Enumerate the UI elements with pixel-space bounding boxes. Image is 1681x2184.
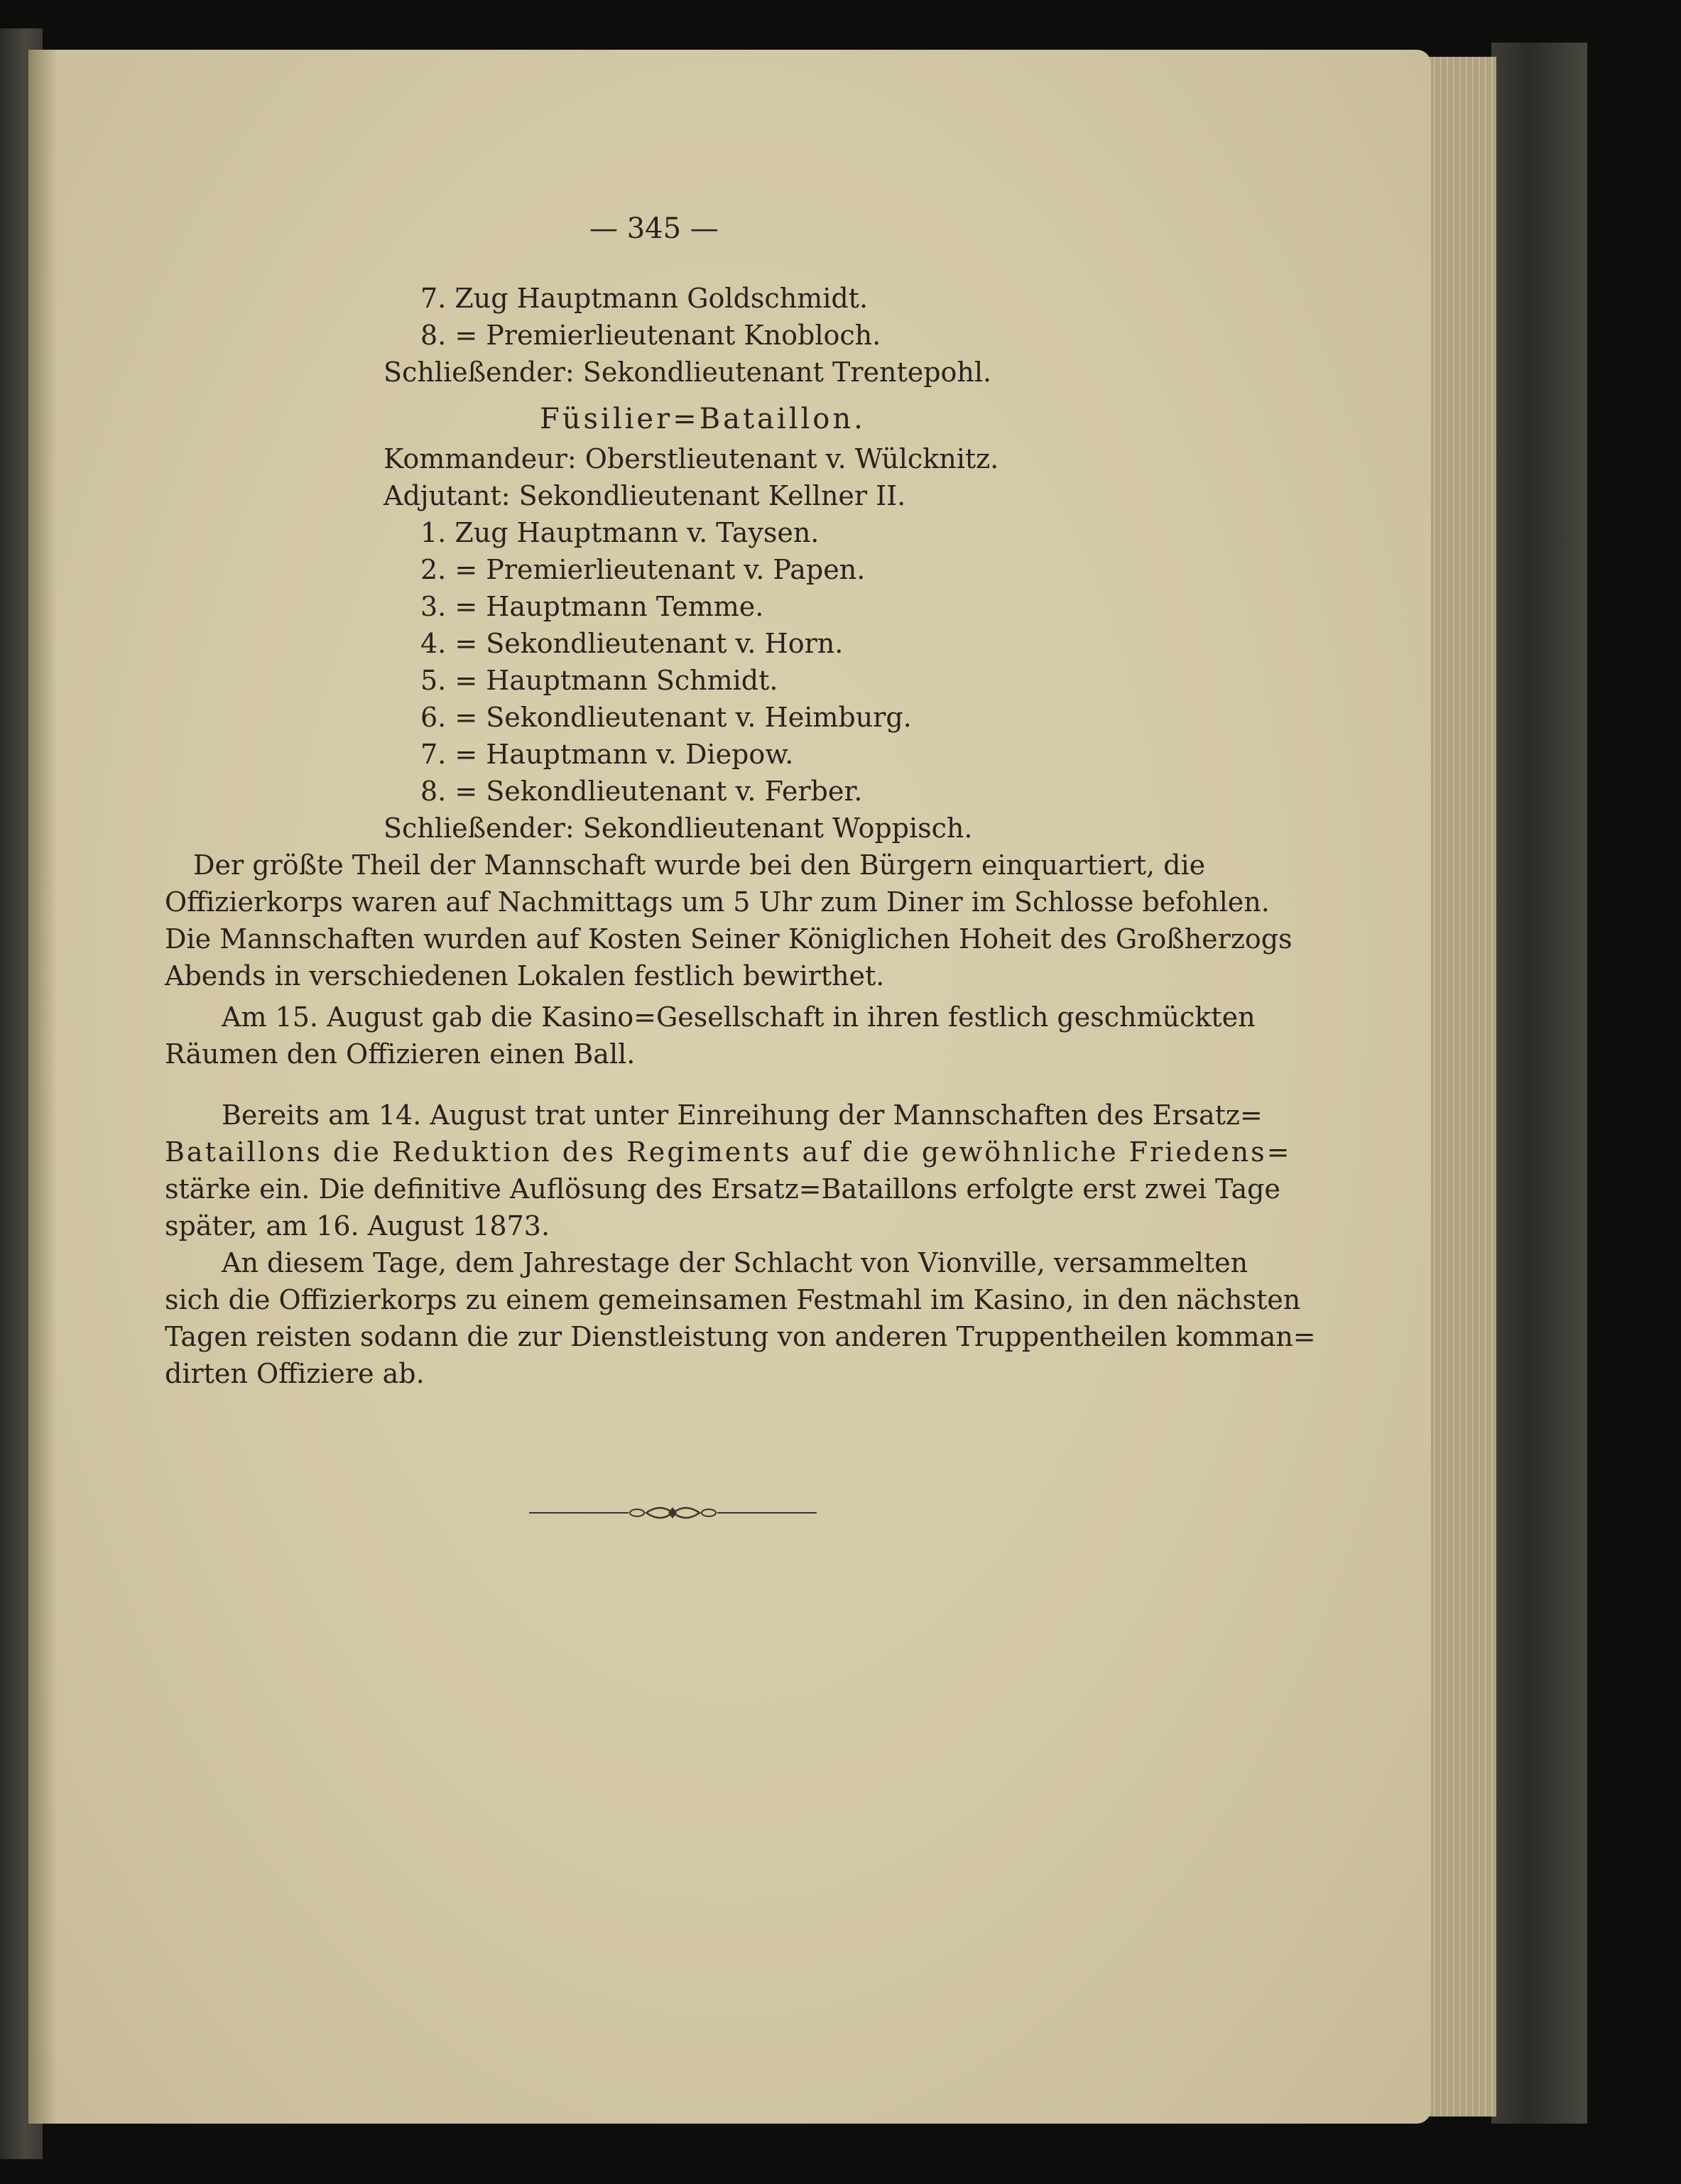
list-item: 5. = Hauptmann Schmidt. <box>420 665 778 696</box>
paragraph-line: Räumen den Offizieren einen Ball. <box>165 1038 636 1070</box>
list-item: Schließender: Sekondlieutenant Woppisch. <box>383 813 973 844</box>
list-item: 4. = Sekondlieutenant v. Horn. <box>420 628 844 659</box>
paragraph-line: An diesem Tage, dem Jahrestage der Schlacht von Vionville, versammelten <box>222 1247 1248 1278</box>
paragraph-line: Die Mannschaften wurden auf Kosten Seiner Königlichen Hoheit des Großherzogs <box>165 923 1293 955</box>
paragraph-line: Bataillons die Reduktion des Regiments auf die gewöhnliche Friedens= <box>165 1136 1292 1168</box>
paragraph-line: Abends in verschiedenen Lokalen festlich bewirthet. <box>165 960 885 992</box>
section-heading: Füsilier=Bataillon. <box>540 403 866 435</box>
list-item: 8. = Premierlieutenant Knobloch. <box>420 320 881 351</box>
paragraph-line: Offizierkorps waren auf Nachmittags um 5 Uhr zum Diner im Schlosse befohlen. <box>165 886 1270 918</box>
list-item: 7. Zug Hauptmann Goldschmidt. <box>420 283 869 314</box>
paragraph-line: Der größte Theil der Mannschaft wurde bei den Bürgern einquartiert, die <box>193 849 1206 881</box>
list-item: 1. Zug Hauptmann v. Taysen. <box>420 517 820 548</box>
list-item: Schließender: Sekondlieutenant Trentepohl. <box>383 357 992 388</box>
paragraph-line: später, am 16. August 1873. <box>165 1210 550 1242</box>
ornamental-rule-icon <box>529 1499 817 1527</box>
staff-line: Kommandeur: Oberstlieutenant v. Wülcknitz. <box>383 443 999 474</box>
paragraph-line: stärke ein. Die definitive Auflösung des Ersatz=Bataillons erfolgte erst zwei Tage <box>165 1173 1280 1205</box>
list-item: 2. = Premierlieutenant v. Papen. <box>420 554 866 585</box>
paragraph-line: dirten Offiziere ab. <box>165 1358 425 1389</box>
paragraph-line: Bereits am 14. August trat unter Einreihung der Mannschaften des Ersatz= <box>222 1099 1263 1131</box>
staff-line: Adjutant: Sekondlieutenant Kellner II. <box>383 480 906 511</box>
list-item: 7. = Hauptmann v. Diepow. <box>420 739 794 770</box>
list-item: 3. = Hauptmann Temme. <box>420 591 764 622</box>
page-number: — 345 — <box>589 212 719 245</box>
paragraph-line: Tagen reisten sodann die zur Dienstleistung von anderen Truppentheilen komman= <box>165 1321 1316 1352</box>
paragraph-line: sich die Offizierkorps zu einem gemeinsamen Festmahl im Kasino, in den nächsten <box>165 1284 1301 1315</box>
list-item: 6. = Sekondlieutenant v. Heimburg. <box>420 702 912 733</box>
list-item: 8. = Sekondlieutenant v. Ferber. <box>420 776 863 807</box>
paragraph-line: Am 15. August gab die Kasino=Gesellschaft in ihren festlich geschmückten <box>222 1001 1256 1033</box>
